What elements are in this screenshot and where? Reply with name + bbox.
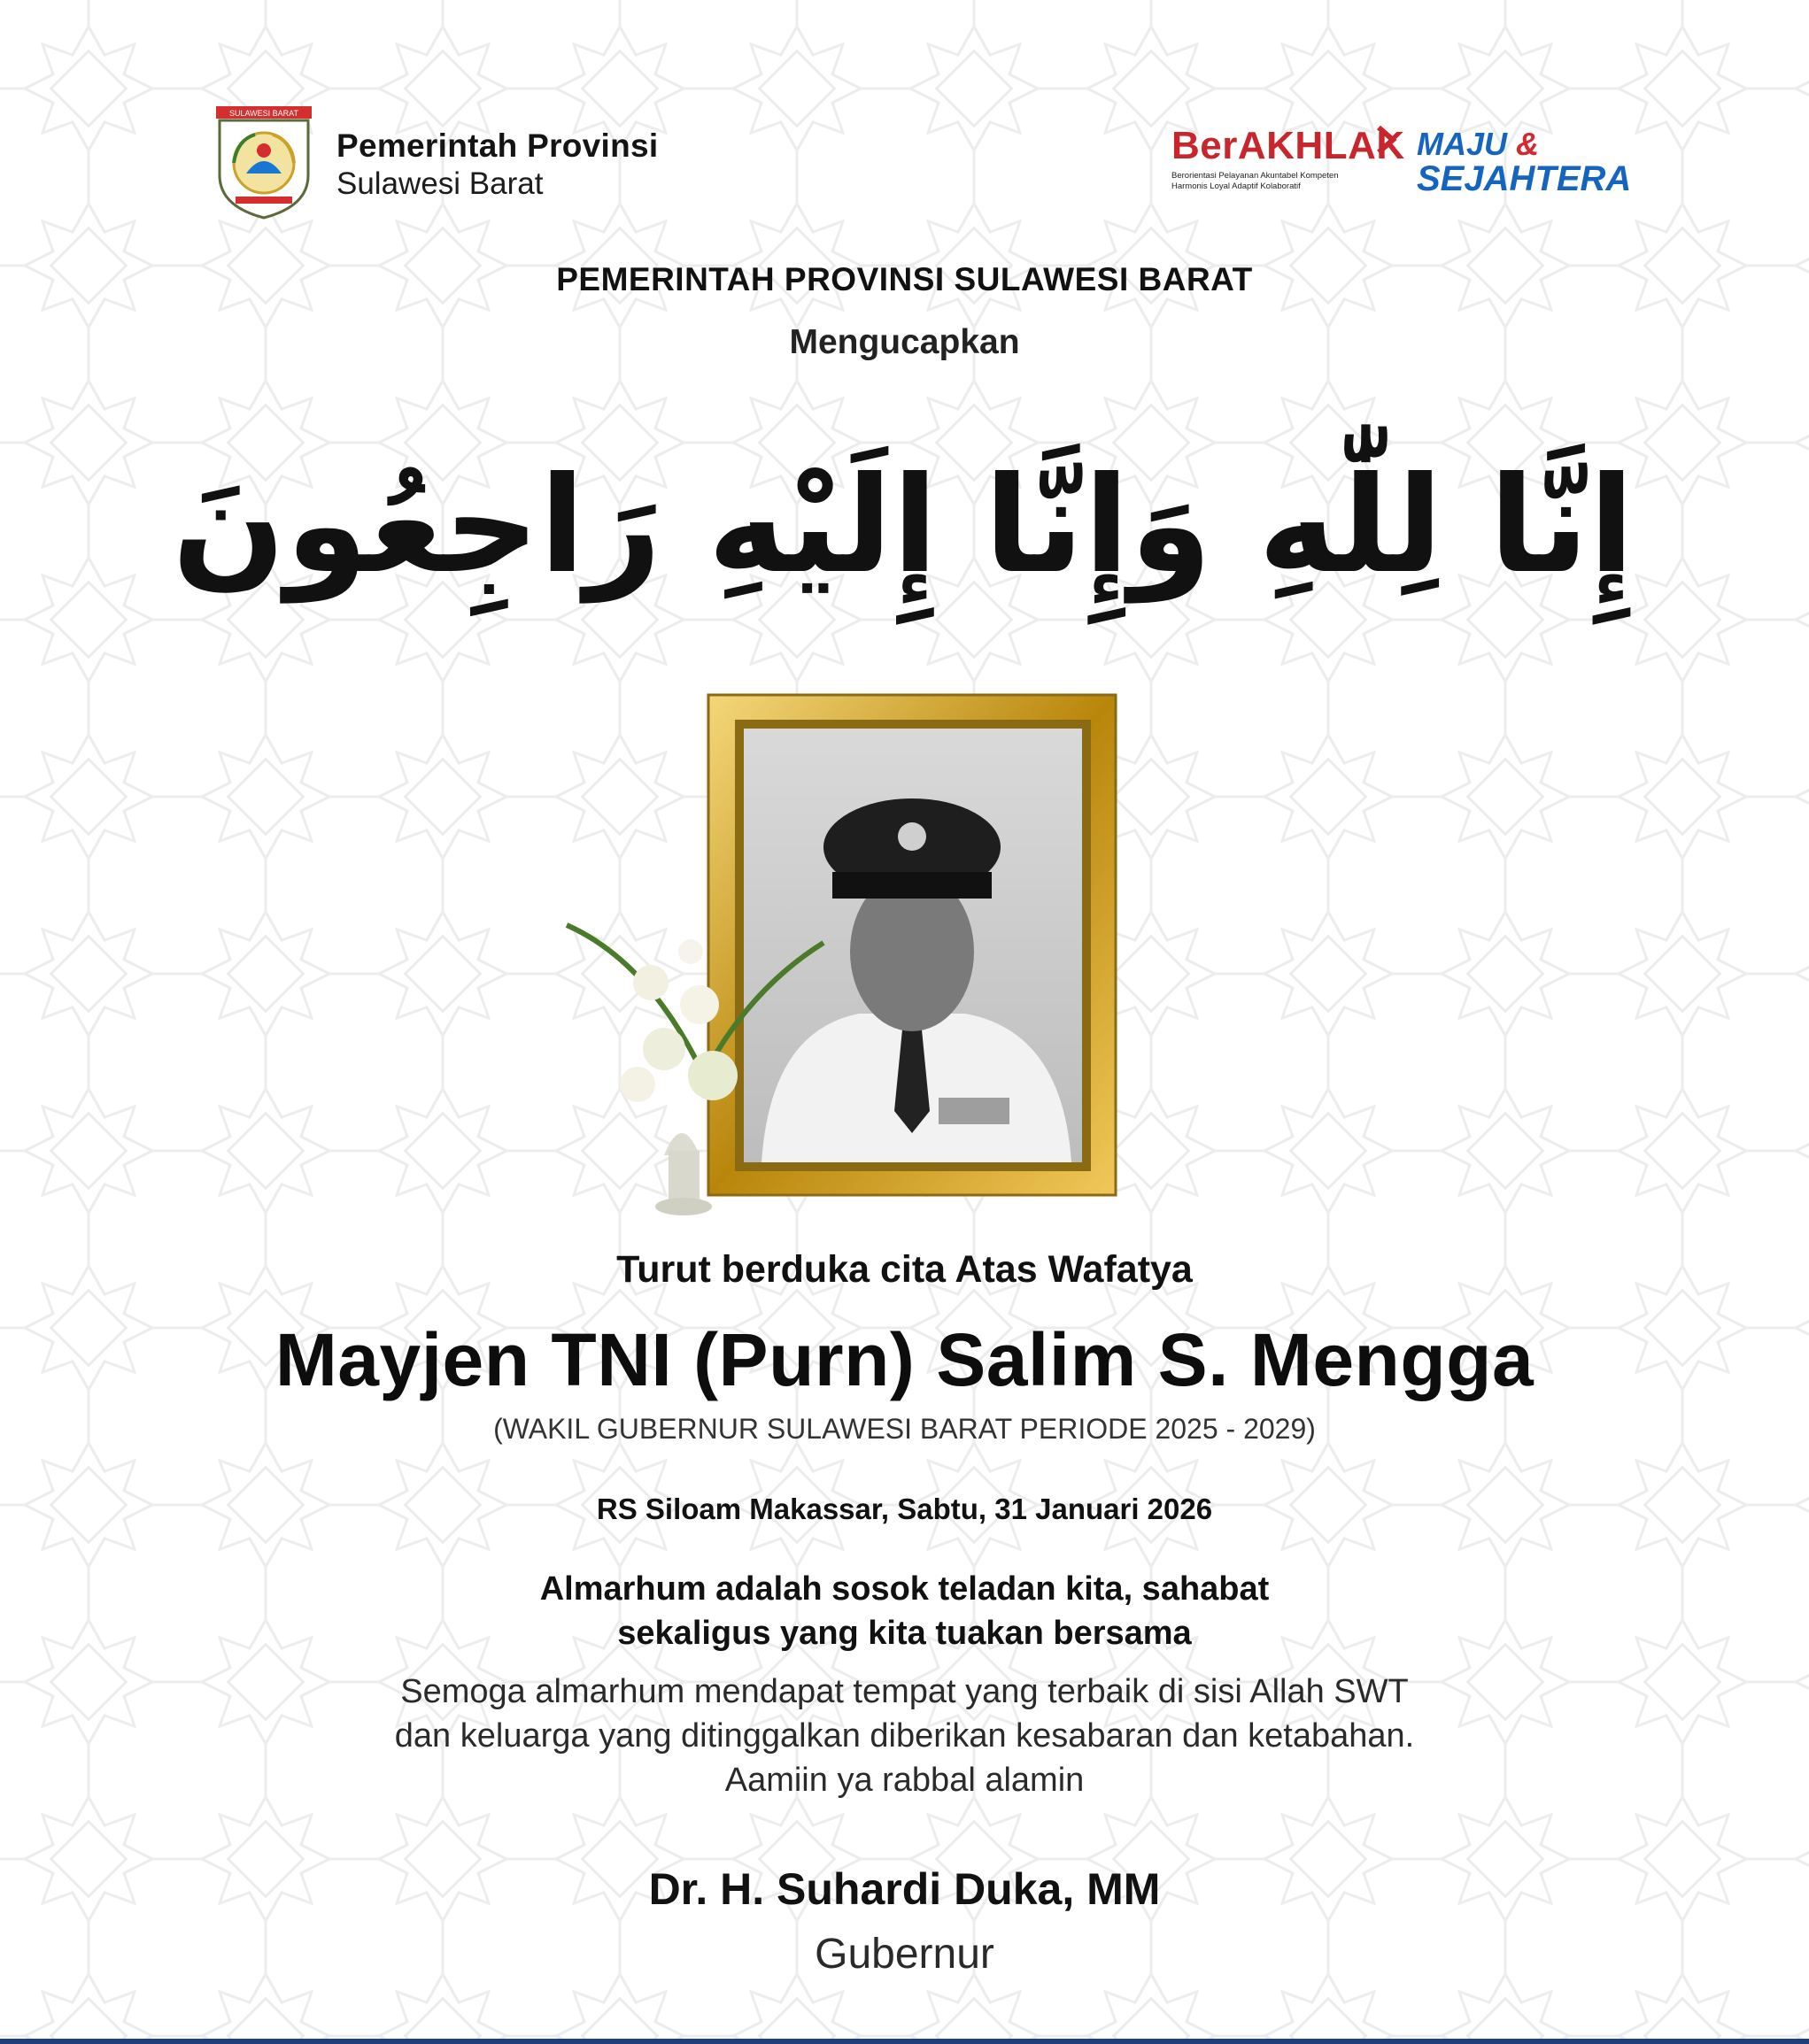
org-name-line1: Pemerintah Provinsi: [336, 127, 659, 164]
maju-word: MAJU: [1417, 126, 1508, 162]
signatory-title: Gubernur: [815, 1931, 994, 1978]
portrait-frame: [567, 695, 1133, 1235]
berakhlak-word: BerAKHLAK: [1171, 124, 1405, 167]
signatory-name: Dr. H. Suhardi Duka, MM: [648, 1864, 1161, 1914]
maju-sejahtera-logo: [1417, 126, 1632, 198]
condolence-heading: Turut berduka cita Atas Wafatya: [616, 1248, 1193, 1291]
berakhlak-logo: [1171, 124, 1411, 192]
sejahtera-word: SEJAHTERA: [1417, 159, 1632, 198]
location-date: RS Siloam Makassar, Sabtu, 31 Januari 2026: [596, 1493, 1213, 1525]
tribute-line-1: Almarhum adalah sosok teladan kita, sahabat: [539, 1570, 1270, 1608]
deceased-position: (WAKIL GUBERNUR SULAWESI BARAT PERIODE 2025 - 2029): [493, 1413, 1316, 1445]
deceased-name: Mayjen TNI (Purn) Salim S. Mengga: [274, 1318, 1535, 1401]
prayer-line-1: Semoga almarhum mendapat tempat yang terbaik di sisi Allah SWT: [400, 1673, 1409, 1710]
prayer-text: [0, 1670, 1809, 1802]
tribute-text: [0, 1567, 1809, 1655]
prayer-line-3: Aamiin ya rabbal alamin: [724, 1762, 1085, 1799]
bottom-bar: [0, 2039, 1809, 2044]
arabic-text: إِنَّا لِلّٰهِ وَإِنَّا إِلَيْهِ رَاجِعُونَ: [172, 449, 1635, 603]
prayer-line-2: dan keluarga yang ditinggalkan diberikan kesabaran dan ketabahan.: [394, 1717, 1415, 1755]
greeting: Mengucapkan: [789, 323, 1020, 361]
emblem-text: SULAWESI BARAT: [228, 109, 299, 118]
org-name-line2: Sulawesi Barat: [336, 166, 544, 201]
tribute-line-2: sekaligus yang kita tuakan bersama: [617, 1615, 1192, 1652]
page-title: PEMERINTAH PROVINSI SULAWESI BARAT: [556, 261, 1253, 297]
berakhlak-tagline1: Berorientasi Pelayanan Akuntabel Kompeten: [1171, 171, 1339, 181]
org-name: [336, 127, 659, 202]
ampersand: &: [1516, 126, 1540, 162]
chevron-right-icon: [1375, 125, 1398, 155]
berakhlak-tagline2: Harmonis Loyal Adaptif Kolaboratif: [1171, 181, 1301, 191]
arabic-calligraphy: [172, 416, 1635, 637]
province-emblem-logo: [211, 104, 317, 221]
